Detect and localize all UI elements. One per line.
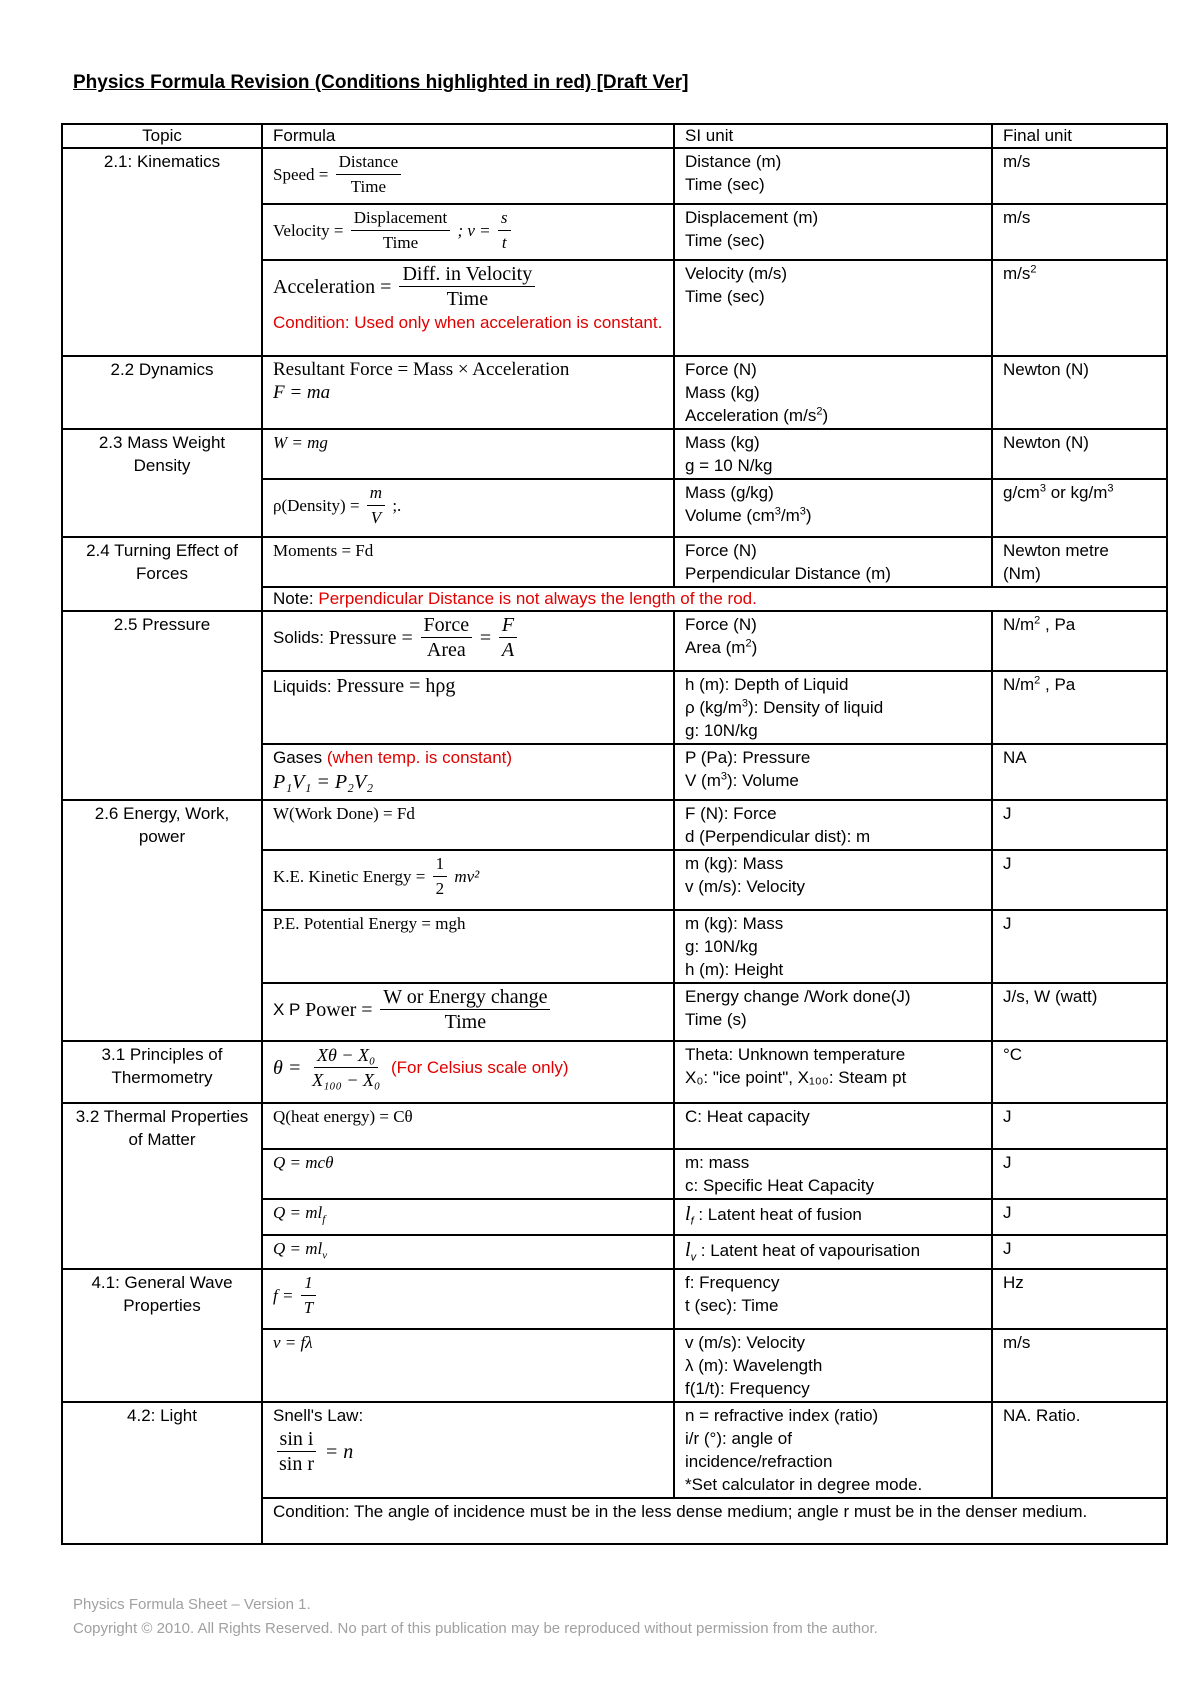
condition-text: Condition: Used only when acceleration is constant.: [273, 313, 663, 332]
topic-cell: 3.1 Principles of Thermometry: [62, 1041, 262, 1103]
si-line: Distance (m): [685, 152, 782, 171]
numerator: Xθ − X₀: [314, 1043, 378, 1068]
formula-cell: W(Work Done) = Fd: [262, 800, 674, 850]
si-text: ): Density of liquid: [748, 698, 884, 717]
si-line: v (m/s): Velocity: [685, 1333, 805, 1352]
si-cell: [674, 356, 992, 429]
condition-cell: Condition: The angle of incidence must be in the less dense medium; angle r must be in the denser medium.: [262, 1498, 1167, 1544]
unit-line: Newton metre: [1003, 541, 1109, 560]
formula-lhs: Speed =: [273, 165, 329, 184]
unit-text: , Pa: [1040, 675, 1076, 694]
si-line: incidence/refraction: [685, 1452, 833, 1471]
formula-text: Pressure = hρg: [336, 675, 456, 697]
si-text: Area (m: [685, 638, 746, 657]
numerator: sin i: [277, 1427, 317, 1452]
formula-cell: [262, 1199, 674, 1235]
si-line: P (Pa): Pressure: [685, 748, 811, 767]
table-row: [62, 1103, 1167, 1149]
si-line: [685, 504, 981, 527]
table-row: [62, 1269, 1167, 1329]
unit-sup: 2: [1034, 614, 1041, 627]
formula-cell: v = fλ: [262, 1329, 674, 1402]
formula-cell: Q = mcθ: [262, 1149, 674, 1199]
si-sup: 2: [745, 637, 752, 650]
formula-cell: [262, 983, 674, 1041]
si-cell: [674, 800, 992, 850]
si-text: : Latent heat of vapourisation: [696, 1241, 921, 1260]
formula-cell: [262, 671, 674, 744]
symbol: l: [685, 1203, 691, 1225]
denominator: Time: [446, 288, 489, 310]
si-line: Force (N): [685, 360, 757, 379]
formula-label: Gases: [273, 748, 327, 767]
unit-sup: 3: [1039, 482, 1046, 495]
formula-lhs: Velocity =: [273, 221, 344, 240]
table-row: [62, 1402, 1167, 1498]
denominator: Time: [444, 1011, 487, 1033]
footer-copyright: Copyright © 2010. All Rights Reserved. No part of this publication may be reproduced without permission from the author.: [73, 1620, 878, 1637]
numerator: Diff. in Velocity: [399, 262, 535, 287]
si-line: v (m/s): Velocity: [685, 877, 805, 896]
formula-separator: ; v =: [457, 221, 491, 240]
symbol-sub: f: [690, 1215, 694, 1228]
si-text: : Latent heat of fusion: [693, 1205, 862, 1224]
denominator: Time: [350, 177, 387, 196]
si-line: X₀: "ice point", X₁₀₀: Steam pt: [685, 1068, 907, 1087]
formula-line: Resultant Force = Mass × Acceleration: [273, 359, 570, 380]
topic-cell: 2.5 Pressure: [62, 611, 262, 800]
si-line: *Set calculator in degree mode.: [685, 1475, 923, 1494]
si-line: h (m): Depth of Liquid: [685, 675, 849, 694]
si-cell: [674, 1235, 992, 1269]
si-cell: [674, 204, 992, 260]
formula-cell: [262, 744, 674, 800]
si-cell: [674, 148, 992, 204]
si-text: ): Volume: [727, 771, 799, 790]
final-unit-cell: Hz: [992, 1269, 1167, 1329]
final-unit-cell: m/s: [992, 204, 1167, 260]
numerator: m: [367, 481, 385, 506]
denominator: 2: [435, 879, 445, 898]
si-cell: C: Heat capacity: [674, 1103, 992, 1149]
denominator: V: [370, 508, 382, 527]
denominator: Time: [382, 233, 419, 252]
si-line: Energy change /Work done(J): [685, 987, 911, 1006]
final-unit-cell: Newton (N): [992, 429, 1167, 479]
final-unit-cell: [992, 611, 1167, 671]
si-line: n = refractive index (ratio): [685, 1406, 879, 1425]
formula-cell: W = mg: [262, 429, 674, 479]
si-line: Mass (kg): [685, 383, 760, 402]
formula-line: [273, 262, 663, 311]
final-unit-cell: NA: [992, 744, 1167, 800]
formula-cell: Moments = Fd: [262, 537, 674, 587]
topic-cell: 3.2 Thermal Properties of Matter: [62, 1103, 262, 1269]
final-unit-cell: °C: [992, 1041, 1167, 1103]
formula-lhs: Acceleration =: [273, 275, 392, 298]
si-cell: [674, 537, 992, 587]
formula-rhs: mv²: [454, 867, 480, 886]
fraction: [276, 1427, 317, 1476]
unit-text: N/m: [1003, 675, 1035, 694]
si-line: d (Perpendicular dist): m: [685, 827, 871, 846]
si-cell: [674, 1199, 992, 1235]
unit-text: , Pa: [1040, 615, 1076, 634]
numerator: W or Energy change: [380, 985, 550, 1010]
topic-cell: 4.1: General Wave Properties: [62, 1269, 262, 1402]
si-cell: [674, 1149, 992, 1199]
si-cell: [674, 671, 992, 744]
note-cell: [262, 587, 1167, 611]
final-unit-cell: NA. Ratio.: [992, 1402, 1167, 1498]
si-line: g: 10N/kg: [685, 937, 758, 956]
fraction: [499, 613, 517, 662]
final-unit-cell: J: [992, 910, 1167, 983]
si-cell: [674, 1269, 992, 1329]
formula-label: Solids:: [273, 628, 325, 647]
formula-lhs: Pressure =: [328, 626, 413, 649]
denominator: sin r: [279, 1453, 314, 1475]
si-sup: 3: [774, 505, 781, 518]
symbol: l: [685, 1239, 691, 1261]
fraction: [367, 481, 385, 530]
fraction: [399, 262, 535, 311]
si-line: Time (sec): [685, 231, 765, 250]
formula-lhs: f =: [273, 1286, 294, 1305]
numerator: 1: [301, 1271, 316, 1296]
final-unit-cell: J: [992, 850, 1167, 910]
topic-cell: 2.4 Turning Effect of Forces: [62, 537, 262, 611]
si-line: Force (N): [685, 615, 757, 634]
si-text: ): [751, 638, 758, 657]
si-cell: [674, 1402, 992, 1498]
numerator: Displacement: [351, 206, 450, 231]
header-topic: Topic: [62, 124, 262, 148]
si-line: t (sec): Time: [685, 1296, 779, 1315]
unit-sup: 2: [1034, 674, 1041, 687]
header-si-unit: SI unit: [674, 124, 992, 148]
condition-text: (when temp. is constant): [326, 748, 513, 767]
si-text: Volume (cm: [685, 506, 775, 525]
si-line: [685, 636, 981, 659]
formula-cell: [262, 1402, 674, 1498]
fraction: [309, 1043, 383, 1092]
si-line: [685, 769, 981, 792]
si-line: λ (m): Wavelength: [685, 1356, 823, 1375]
si-line: f: Frequency: [685, 1273, 780, 1292]
table-row: [62, 800, 1167, 850]
symbol-sub: v: [690, 1251, 697, 1264]
si-sup: 2: [816, 405, 823, 418]
final-unit-cell: [992, 671, 1167, 744]
formula-cell: [262, 850, 674, 910]
si-line: c: Specific Heat Capacity: [685, 1176, 874, 1195]
final-unit-cell: [992, 537, 1167, 587]
note-label: Note:: [273, 589, 319, 608]
si-line: m (kg): Mass: [685, 854, 784, 873]
numerator: F: [499, 613, 517, 638]
si-cell: [674, 429, 992, 479]
formula-cell: [262, 356, 674, 429]
formula-line: P₁V₁ = P₂V₂: [273, 771, 374, 793]
fraction: [336, 150, 401, 199]
formula-cell: [262, 611, 674, 671]
si-sup: 3: [720, 770, 728, 783]
si-cell: [674, 260, 992, 356]
si-text: /m: [780, 506, 800, 525]
numerator: Force: [421, 613, 473, 638]
si-line: f(1/t): Frequency: [685, 1379, 810, 1398]
unit-sup: 3: [1107, 482, 1114, 495]
formula-sub: v: [322, 1249, 328, 1262]
si-line: g: 10N/kg: [685, 721, 758, 740]
formula-prefix: X P: [273, 1000, 301, 1019]
si-line: h (m): Height: [685, 960, 784, 979]
si-text: ρ (kg/m: [685, 698, 742, 717]
final-unit-cell: [992, 260, 1167, 356]
numerator: 1: [433, 852, 448, 877]
topic-cell: 2.3 Mass Weight Density: [62, 429, 262, 537]
header-row: [62, 124, 1167, 148]
si-text: ): [822, 406, 829, 425]
table-row: [62, 148, 1167, 204]
si-cell: [674, 910, 992, 983]
topic-cell: 2.1: Kinematics: [62, 148, 262, 356]
final-unit-cell: J: [992, 1103, 1167, 1149]
topic-cell: 2.6 Energy, Work, power: [62, 800, 262, 1041]
formula-sub: f: [322, 1213, 326, 1226]
final-unit-cell: m/s: [992, 1329, 1167, 1402]
header-formula: Formula: [262, 124, 674, 148]
final-unit-cell: Newton (N): [992, 356, 1167, 429]
si-line: Time (sec): [685, 175, 765, 194]
denominator: Area: [426, 639, 466, 661]
formula-cell: [262, 260, 674, 356]
si-cell: [674, 1329, 992, 1402]
formula-label: Snell's Law:: [273, 1406, 364, 1425]
formula-tail: ;.: [392, 496, 402, 515]
formula-text: Q = ml: [273, 1239, 323, 1258]
fraction: [351, 206, 450, 255]
si-line: Theta: Unknown temperature: [685, 1045, 906, 1064]
unit-sup: 2: [1030, 263, 1037, 276]
denominator: T: [303, 1298, 314, 1317]
si-cell: [674, 479, 992, 537]
formula-lhs: K.E. Kinetic Energy =: [273, 867, 426, 886]
si-cell: [674, 1041, 992, 1103]
si-sup: 3: [741, 697, 749, 710]
formula-cell: [262, 148, 674, 204]
si-text: V (m: [685, 771, 721, 790]
si-line: Displacement (m): [685, 208, 819, 227]
si-line: Velocity (m/s): [685, 264, 788, 283]
header-final-unit: Final unit: [992, 124, 1167, 148]
fraction: [433, 852, 448, 901]
si-text: Acceleration (m/s: [685, 406, 817, 425]
topic-cell: 4.2: Light: [62, 1402, 262, 1544]
table-row: [62, 611, 1167, 671]
final-unit-cell: J: [992, 1149, 1167, 1199]
formula-cell: [262, 479, 674, 537]
denominator: A: [501, 639, 515, 661]
table-row: [62, 537, 1167, 587]
final-unit-cell: J: [992, 800, 1167, 850]
formula-text: Q = ml: [273, 1203, 323, 1222]
table-row: [62, 1041, 1167, 1103]
formula-table: [61, 123, 1168, 1545]
numerator: s: [498, 206, 511, 231]
formula-lhs: Power =: [305, 998, 373, 1021]
formula-label: Liquids:: [273, 677, 332, 696]
table-row: [62, 429, 1167, 479]
final-unit-cell: J: [992, 1235, 1167, 1269]
unit-text: or kg/m: [1045, 483, 1108, 502]
fraction: [421, 613, 473, 662]
formula-cell: [262, 1269, 674, 1329]
unit-text: m/s: [1003, 264, 1031, 283]
formula-cell: Q(heat energy) = Cθ: [262, 1103, 674, 1149]
formula-equals: =: [479, 626, 492, 649]
formula-rhs: = n: [324, 1440, 354, 1463]
page-title: Physics Formula Revision (Conditions highlighted in red) [Draft Ver]: [73, 72, 689, 93]
si-line: m: mass: [685, 1153, 750, 1172]
si-cell: [674, 983, 992, 1041]
si-line: Mass (g/kg): [685, 483, 774, 502]
si-line: F (N): Force: [685, 804, 777, 823]
formula-lhs: ρ(Density) =: [273, 496, 360, 515]
note-text: Perpendicular Distance is not always the length of the rod.: [318, 589, 757, 608]
formula-cell: [262, 1041, 674, 1103]
si-line: g = 10 N/kg: [685, 456, 773, 475]
si-cell: [674, 744, 992, 800]
si-cell: [674, 850, 992, 910]
final-unit-cell: [992, 479, 1167, 537]
numerator: Distance: [336, 150, 401, 175]
denominator: t: [501, 233, 507, 252]
si-line: m (kg): Mass: [685, 914, 784, 933]
condition-text: (For Celsius scale only): [390, 1058, 569, 1077]
final-unit-cell: J/s, W (watt): [992, 983, 1167, 1041]
si-line: [685, 404, 981, 427]
formula-cell: P.E. Potential Energy = mgh: [262, 910, 674, 983]
si-line: [685, 696, 981, 719]
denominator: X₁₀₀ − X₀: [312, 1070, 381, 1090]
si-line: Time (s): [685, 1010, 747, 1029]
formula-line: [273, 746, 663, 769]
si-line: Perpendicular Distance (m): [685, 564, 891, 583]
si-cell: [674, 611, 992, 671]
si-line: Force (N): [685, 541, 757, 560]
table-row: [62, 356, 1167, 429]
unit-text: g/cm: [1003, 483, 1040, 502]
formula-lhs: θ =: [273, 1056, 302, 1079]
formula-line: F = ma: [273, 382, 331, 403]
final-unit-cell: m/s: [992, 148, 1167, 204]
si-line: i/r (°): angle of: [685, 1429, 792, 1448]
final-unit-cell: J: [992, 1199, 1167, 1235]
fraction: [498, 206, 511, 255]
footer-version: Physics Formula Sheet – Version 1.: [73, 1596, 311, 1613]
unit-text: N/m: [1003, 615, 1035, 634]
fraction: [380, 985, 550, 1034]
si-line: Mass (kg): [685, 433, 760, 452]
unit-line: (Nm): [1003, 564, 1041, 583]
si-sup: 3: [799, 505, 806, 518]
formula-cell: [262, 1235, 674, 1269]
topic-cell: 2.2 Dynamics: [62, 356, 262, 429]
si-text: ): [805, 506, 812, 525]
si-line: Time (sec): [685, 287, 765, 306]
fraction: [301, 1271, 316, 1320]
formula-cell: [262, 204, 674, 260]
